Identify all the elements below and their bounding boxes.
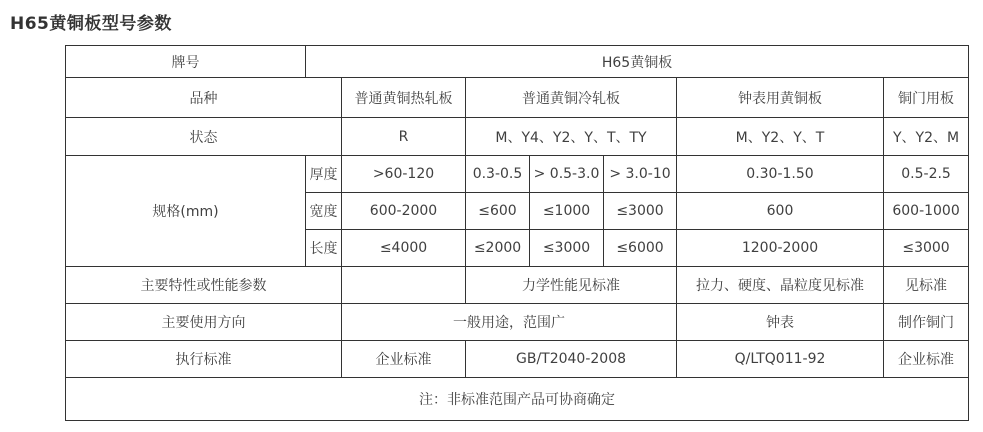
spec-thickness-row: [66, 156, 969, 193]
brand-value: H65黄铜板: [306, 46, 969, 78]
usage-general: 一般用途，范围广: [342, 304, 677, 341]
thickness-hot: >60-120: [342, 156, 466, 193]
variety-hot: 普通黄铜热轧板: [342, 78, 466, 118]
feature-hot: [342, 267, 466, 304]
standard-row: [66, 341, 969, 378]
feature-label: 主要特性或性能参数: [66, 267, 342, 304]
feature-clock: 拉力、硬度、晶粒度见标准: [677, 267, 884, 304]
feature-door: 见标准: [884, 267, 969, 304]
standard-label: 执行标准: [66, 341, 342, 378]
length-label: 长度: [306, 230, 342, 267]
usage-door: 制作铜门: [884, 304, 969, 341]
standard-hot: 企业标准: [342, 341, 466, 378]
width-cold3: ≤3000: [604, 193, 677, 230]
length-door: ≤3000: [884, 230, 969, 267]
width-clock: 600: [677, 193, 884, 230]
state-cold: M、Y4、Y2、Y、T、TY: [466, 118, 677, 156]
state-label: 状态: [66, 118, 342, 156]
variety-door: 铜门用板: [884, 78, 969, 118]
length-cold2: ≤3000: [530, 230, 604, 267]
width-cold2: ≤1000: [530, 193, 604, 230]
state-clock: M、Y2、Y、T: [677, 118, 884, 156]
state-hot: R: [342, 118, 466, 156]
variety-cold: 普通黄铜冷轧板: [466, 78, 677, 118]
thickness-cold3: > 3.0-10: [604, 156, 677, 193]
note-text: 注：非标准范围产品可协商确定: [66, 378, 969, 421]
page-title: H65黄铜板型号参数: [10, 14, 172, 34]
brand-row: [66, 46, 969, 78]
usage-clock: 钟表: [677, 304, 884, 341]
feature-cold: 力学性能见标准: [466, 267, 677, 304]
state-row: [66, 118, 969, 156]
length-cold3: ≤6000: [604, 230, 677, 267]
usage-row: [66, 304, 969, 341]
width-door: 600-1000: [884, 193, 969, 230]
note-row: [66, 378, 969, 421]
thickness-cold1: 0.3-0.5: [466, 156, 530, 193]
state-door: Y、Y2、M: [884, 118, 969, 156]
feature-row: [66, 267, 969, 304]
width-label: 宽度: [306, 193, 342, 230]
variety-label: 品种: [66, 78, 342, 118]
width-hot: 600-2000: [342, 193, 466, 230]
standard-clock: Q/LTQ011-92: [677, 341, 884, 378]
standard-cold: GB/T2040-2008: [466, 341, 677, 378]
length-clock: 1200-2000: [677, 230, 884, 267]
spec-label: 规格(mm): [66, 156, 306, 267]
length-hot: ≤4000: [342, 230, 466, 267]
thickness-clock: 0.30-1.50: [677, 156, 884, 193]
standard-door: 企业标准: [884, 341, 969, 378]
brand-label: 牌号: [66, 46, 306, 78]
variety-row: [66, 78, 969, 118]
thickness-door: 0.5-2.5: [884, 156, 969, 193]
thickness-label: 厚度: [306, 156, 342, 193]
thickness-cold2: > 0.5-3.0: [530, 156, 604, 193]
usage-label: 主要使用方向: [66, 304, 342, 341]
width-cold1: ≤600: [466, 193, 530, 230]
variety-clock: 钟表用黄铜板: [677, 78, 884, 118]
length-cold1: ≤2000: [466, 230, 530, 267]
spec-table: [65, 45, 969, 421]
